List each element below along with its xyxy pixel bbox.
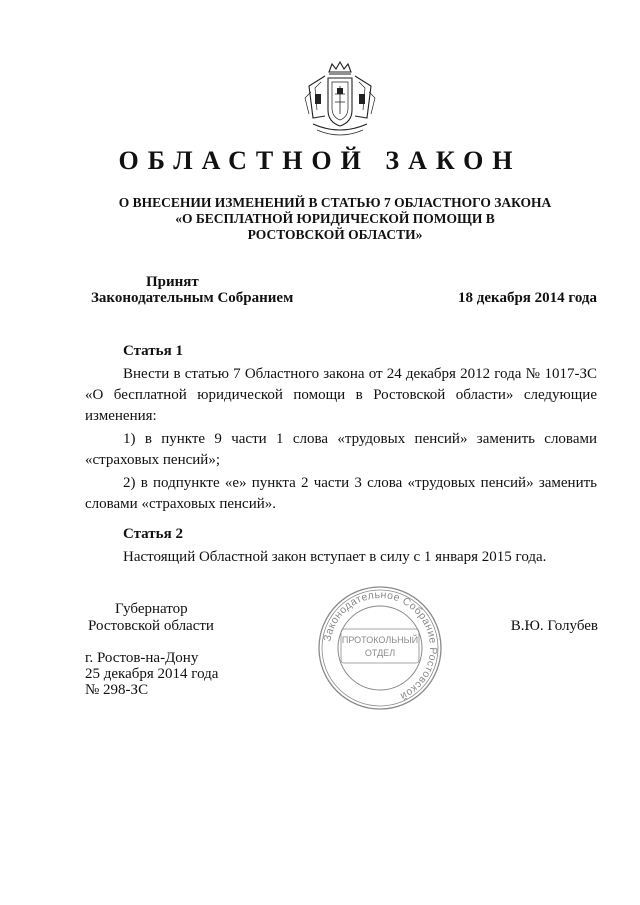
- stamp-center-line: ОТДЕЛ: [364, 648, 396, 658]
- article-1-paragraph: 1) в пункте 9 части 1 слова «трудовых пенсий» заменить словами «страховых пенсий»;: [85, 431, 597, 468]
- signature-name: В.Ю. Голубев: [510, 618, 598, 634]
- subtitle-line: «О БЕСПЛАТНОЙ ЮРИДИЧЕСКОЙ ПОМОЩИ В: [175, 211, 495, 226]
- coat-of-arms-icon: [295, 58, 385, 140]
- signature-position: Губернатор: [115, 601, 188, 617]
- document-title: ОБЛАСТНОЙ ЗАКОН: [118, 146, 522, 175]
- subtitle-line: О ВНЕСЕНИИ ИЗМЕНЕНИЙ В СТАТЬЮ 7 ОБЛАСТНОГО ЗАКОНА: [118, 195, 552, 210]
- article-1-paragraph: Внести в статью 7 Областного закона от 24 декабря 2012 года № 1017-ЗС «О бесплатной юридической помощи в Ростовской области» следующие изменения:: [85, 366, 597, 424]
- place-date: 25 декабря 2014 года: [85, 666, 219, 682]
- signature-region: Ростовской области: [88, 618, 214, 634]
- official-stamp: [317, 585, 443, 711]
- document-subtitle: [100, 195, 570, 243]
- adoption-date: 18 декабря 2014 года: [458, 290, 597, 306]
- subtitle-line: РОСТОВСКОЙ ОБЛАСТИ»: [247, 227, 423, 242]
- adoption-label: Принят: [146, 274, 199, 290]
- article-2-paragraph: Настоящий Областной закон вступает в силу с 1 января 2015 года.: [123, 549, 547, 565]
- stamp-center-line: ПРОТОКОЛЬНЫЙ: [341, 635, 419, 645]
- article-2-title: Статья 2: [123, 526, 183, 542]
- stamp-ring-text: Законодательное Собрание Ростовской: [321, 588, 440, 703]
- article-1-title: Статья 1: [123, 343, 183, 359]
- adoption-body: Законодательным Собранием: [91, 290, 294, 306]
- law-number: № 298-ЗС: [85, 682, 149, 698]
- place-city: г. Ростов-на-Дону: [85, 650, 199, 666]
- article-1-paragraph: 2) в подпункте «е» пункта 2 части 3 слова «трудовых пенсий» заменить словами «страховых пенсий».: [85, 475, 597, 512]
